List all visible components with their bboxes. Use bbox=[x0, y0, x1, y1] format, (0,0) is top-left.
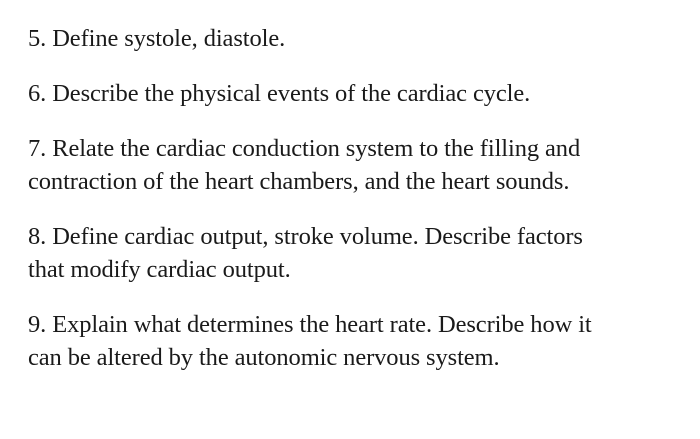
question-6 bbox=[28, 77, 692, 110]
question-5 bbox=[28, 22, 692, 55]
question-8 bbox=[28, 220, 692, 286]
question-7-line-1: 7. Relate the cardiac conduction system to the filling and bbox=[28, 135, 581, 162]
question-8-line-2: that modify cardiac output. bbox=[28, 256, 291, 283]
question-7 bbox=[28, 132, 692, 198]
question-9-line-1: 9. Explain what determines the heart rate. Describe how it bbox=[28, 311, 592, 338]
question-9 bbox=[28, 308, 692, 374]
question-9-line-2: can be altered by the autonomic nervous system. bbox=[28, 344, 500, 371]
question-8-line-1: 8. Define cardiac output, stroke volume. Describe factors bbox=[28, 223, 583, 250]
question-6-line-1: 6. Describe the physical events of the cardiac cycle. bbox=[28, 80, 531, 107]
question-list bbox=[28, 22, 692, 374]
question-5-line-1: 5. Define systole, diastole. bbox=[28, 25, 286, 52]
question-7-line-2: contraction of the heart chambers, and the heart sounds. bbox=[28, 168, 570, 195]
